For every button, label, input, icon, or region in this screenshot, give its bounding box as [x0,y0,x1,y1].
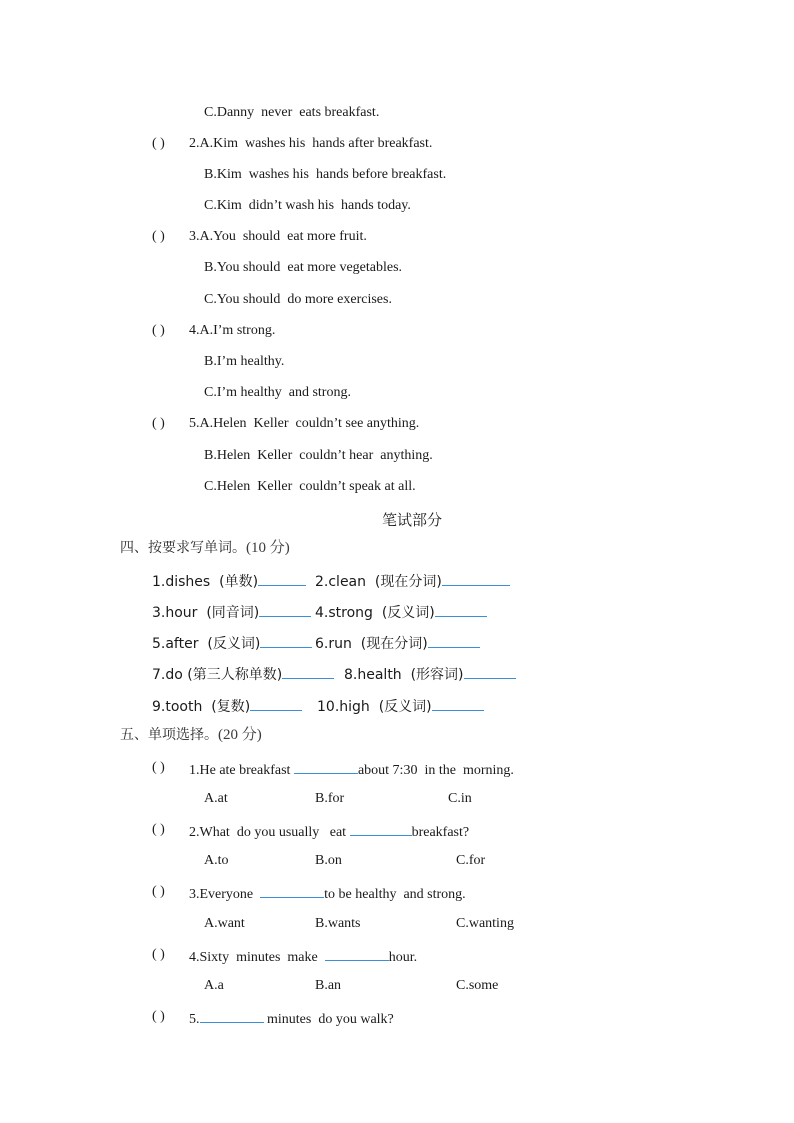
answer-blank[interactable] [294,759,358,774]
section4-score: (10 分) [246,540,290,556]
q2-option-b: B.Kim washes his hands before breakfast. [204,167,447,182]
answer-blank[interactable] [260,883,324,898]
section4-title: 四、按要求写单词。 [120,540,246,556]
word-item [315,602,487,623]
word-item [315,571,510,592]
answer-paren[interactable]: ( ) [152,760,165,775]
word-item [315,633,480,654]
question-text: hour. [388,950,418,965]
question-text: 3.Everyone [189,887,261,902]
q5-option-a: 5.A.Helen Keller couldn’t see anything. [189,416,420,431]
question-text: 2.What do you usually eat [189,825,350,840]
word-item [152,571,306,592]
answer-blank[interactable] [260,633,312,648]
answer-blank[interactable] [250,696,302,711]
word-item-label: 5.after (反义词) [152,636,261,652]
answer-blank[interactable] [259,602,311,617]
q3-option-a: 3.A.You should eat more fruit. [189,229,367,244]
section4-heading [120,538,290,558]
q3-option-c: C.You should do more exercises. [204,292,392,307]
answer-paren[interactable]: ( ) [152,822,165,837]
option-c[interactable]: C.some [456,978,499,993]
q2-option-a: 2.A.Kim washes his hands after breakfast. [189,136,433,151]
option-b[interactable]: B.an [315,978,342,993]
mc-question [189,883,466,904]
answer-blank[interactable] [442,571,510,586]
word-item [344,664,516,685]
question-text: to be healthy and strong. [324,887,466,902]
word-item-label: 4.strong (反义词) [315,605,435,621]
word-item-label: 9.tooth (复数) [152,699,251,715]
q5-option-c: C.Helen Keller couldn’t speak at all. [204,479,416,494]
word-item-label: 7.do (第三人称单数) [152,667,283,683]
q4-option-a: 4.A.I’m strong. [189,323,276,338]
question-text: breakfast? [411,825,470,840]
answer-paren[interactable]: ( ) [152,884,165,899]
option-c[interactable]: C.for [456,853,486,868]
question-text: 5. [189,1012,200,1027]
answer-paren[interactable]: ( ) [152,1009,165,1024]
answer-blank[interactable] [325,946,389,961]
word-item [152,633,312,654]
section5-heading [120,725,262,745]
word-item [152,664,334,685]
mc-question [189,821,469,842]
answer-blank[interactable] [350,821,412,836]
question-text: 4.Sixty minutes make [189,950,325,965]
question-text: minutes do you walk? [263,1012,394,1027]
q4-option-b: B.I’m healthy. [204,354,285,369]
mc-question [189,1008,394,1029]
answer-blank[interactable] [258,571,306,586]
q4-option-c: C.I’m healthy and strong. [204,385,351,400]
answer-blank[interactable] [200,1008,264,1023]
option-a[interactable]: A.want [204,916,245,931]
option-c[interactable]: C.in [448,791,472,806]
section5-title: 五、单项选择。 [120,727,218,743]
answer-paren[interactable]: ( ) [152,947,165,962]
answer-blank[interactable] [282,664,334,679]
answer-blank[interactable] [464,664,516,679]
option-b[interactable]: B.on [315,853,342,868]
section5-score: (20 分) [218,727,262,743]
answer-blank[interactable] [432,696,484,711]
word-item [317,696,484,717]
option-a[interactable]: A.a [204,978,224,993]
option-a[interactable]: A.to [204,853,229,868]
word-item-label: 6.run (现在分词) [315,636,428,652]
question-text: about 7:30 in the morning. [357,763,514,778]
option-c[interactable]: C.wanting [456,916,514,931]
answer-paren[interactable]: ( ) [152,229,165,244]
option-b[interactable]: B.for [315,791,345,806]
written-part-title: 笔试部分 [382,511,443,529]
option-a[interactable]: A.at [204,791,228,806]
answer-paren[interactable]: ( ) [152,323,165,338]
mc-question [189,759,514,780]
word-item-label: 10.high (反义词) [317,699,432,715]
word-item-label: 8.health (形容词) [344,667,464,683]
word-item [152,696,302,717]
q3-option-b: B.You should eat more vegetables. [204,260,403,275]
word-item-label: 2.clean (现在分词) [315,574,442,590]
word-item [152,602,311,623]
answer-blank[interactable] [428,633,480,648]
q1-option-c: C.Danny never eats breakfast. [204,105,380,120]
answer-paren[interactable]: ( ) [152,416,165,431]
mc-question [189,946,417,967]
answer-paren[interactable]: ( ) [152,136,165,151]
question-text: 1.He ate breakfast [189,763,294,778]
word-item-label: 3.hour (同音词) [152,605,260,621]
answer-blank[interactable] [435,602,487,617]
option-b[interactable]: B.wants [315,916,361,931]
q2-option-c: C.Kim didn’t wash his hands today. [204,198,411,213]
q5-option-b: B.Helen Keller couldn’t hear anything. [204,448,433,463]
word-item-label: 1.dishes (单数) [152,574,259,590]
